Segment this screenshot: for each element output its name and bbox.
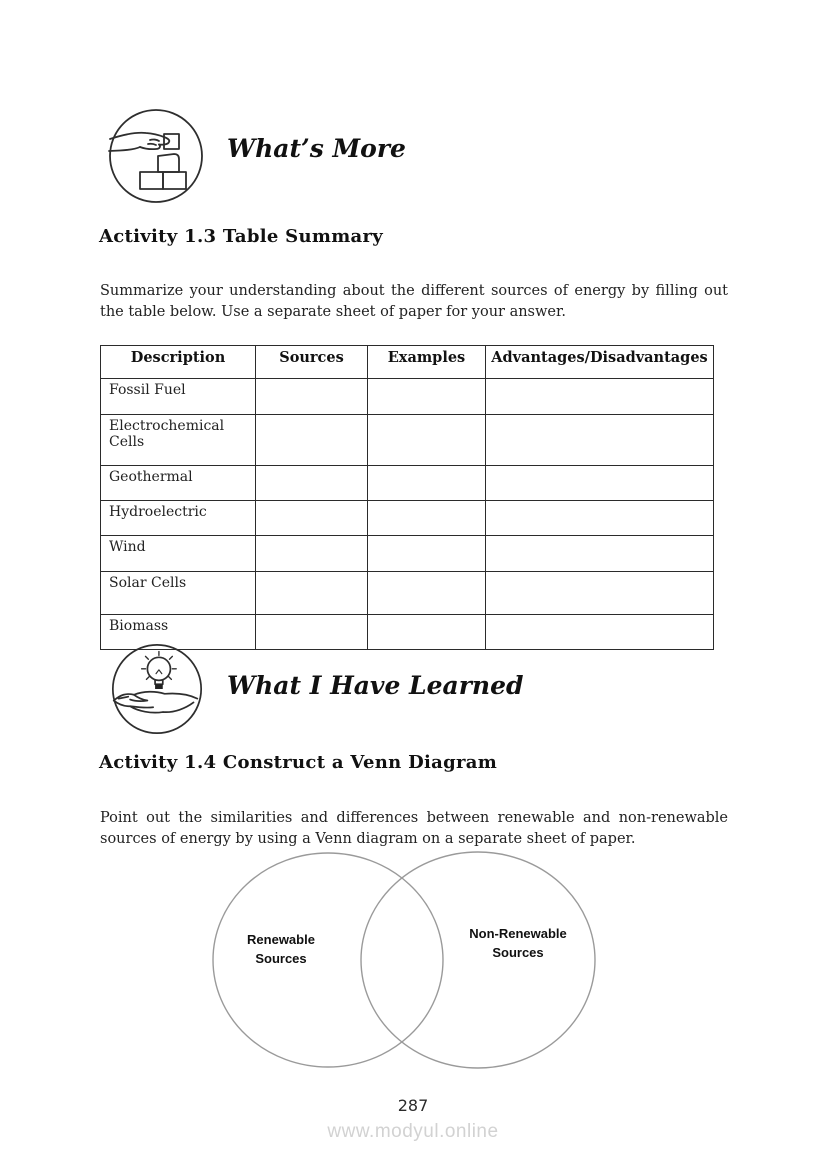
summary-table-wrap [100, 345, 714, 650]
table-row [101, 536, 714, 572]
empty-answer-cell [256, 466, 368, 501]
activity-1-3-instructions: Summarize your understanding about the different sources of energy by filling out the table below. Use a separate sheet of paper for your answer. [100, 283, 728, 320]
venn-left-label: Renewable Sources [247, 932, 315, 966]
table-row [101, 379, 714, 415]
row-label-cell: Biomass [101, 615, 256, 650]
empty-answer-cell [368, 501, 486, 536]
page-number: 287 [397, 1096, 429, 1115]
row-label-cell: Geothermal [101, 466, 256, 501]
table-header-cell: Description [101, 346, 256, 379]
empty-answer-cell [256, 379, 368, 415]
row-label-cell: Wind [101, 536, 256, 572]
activity-1-4-instructions: Point out the similarities and differences between renewable and non-renewable sources of energy by using a Venn diagram on a separate sheet of paper. [100, 810, 728, 847]
venn-right-label: Non-Renewable Sources [469, 926, 567, 960]
empty-answer-cell [368, 466, 486, 501]
empty-answer-cell [256, 572, 368, 615]
empty-answer-cell [486, 572, 714, 615]
table-row [101, 415, 714, 466]
venn-diagram [200, 847, 612, 1075]
table-header-row [101, 346, 714, 379]
row-label-cell: Electrochemical Cells [101, 415, 256, 466]
watermark: www.modyul.online [327, 1121, 499, 1142]
empty-answer-cell [368, 536, 486, 572]
whats-more-heading: What’s More [227, 134, 406, 163]
empty-answer-cell [256, 536, 368, 572]
empty-answer-cell [486, 415, 714, 466]
empty-answer-cell [256, 615, 368, 650]
what-i-have-learned-heading: What I Have Learned [227, 671, 524, 700]
empty-answer-cell [486, 615, 714, 650]
table-header-cell: Examples [368, 346, 486, 379]
table-header-cell: Sources [256, 346, 368, 379]
empty-answer-cell [368, 615, 486, 650]
hand-stacking-blocks-icon [106, 106, 206, 206]
activity-1-4-title: Activity 1.4 Construct a Venn Diagram [99, 752, 498, 773]
empty-answer-cell [486, 379, 714, 415]
row-label-cell: Solar Cells [101, 572, 256, 615]
table-row [101, 572, 714, 615]
empty-answer-cell [486, 501, 714, 536]
table-row [101, 466, 714, 501]
empty-answer-cell [368, 572, 486, 615]
empty-answer-cell [256, 501, 368, 536]
table-row [101, 501, 714, 536]
summary-table [100, 345, 714, 650]
empty-answer-cell [368, 415, 486, 466]
empty-answer-cell [256, 415, 368, 466]
table-body [101, 379, 714, 650]
table-header-cell: Advantages/Disadvantages [486, 346, 714, 379]
lightbulb-in-hand-icon [109, 641, 205, 737]
empty-answer-cell [486, 466, 714, 501]
row-label-cell: Fossil Fuel [101, 379, 256, 415]
empty-answer-cell [368, 379, 486, 415]
row-label-cell: Hydroelectric [101, 501, 256, 536]
empty-answer-cell [486, 536, 714, 572]
activity-1-3-title: Activity 1.3 Table Summary [99, 226, 384, 247]
